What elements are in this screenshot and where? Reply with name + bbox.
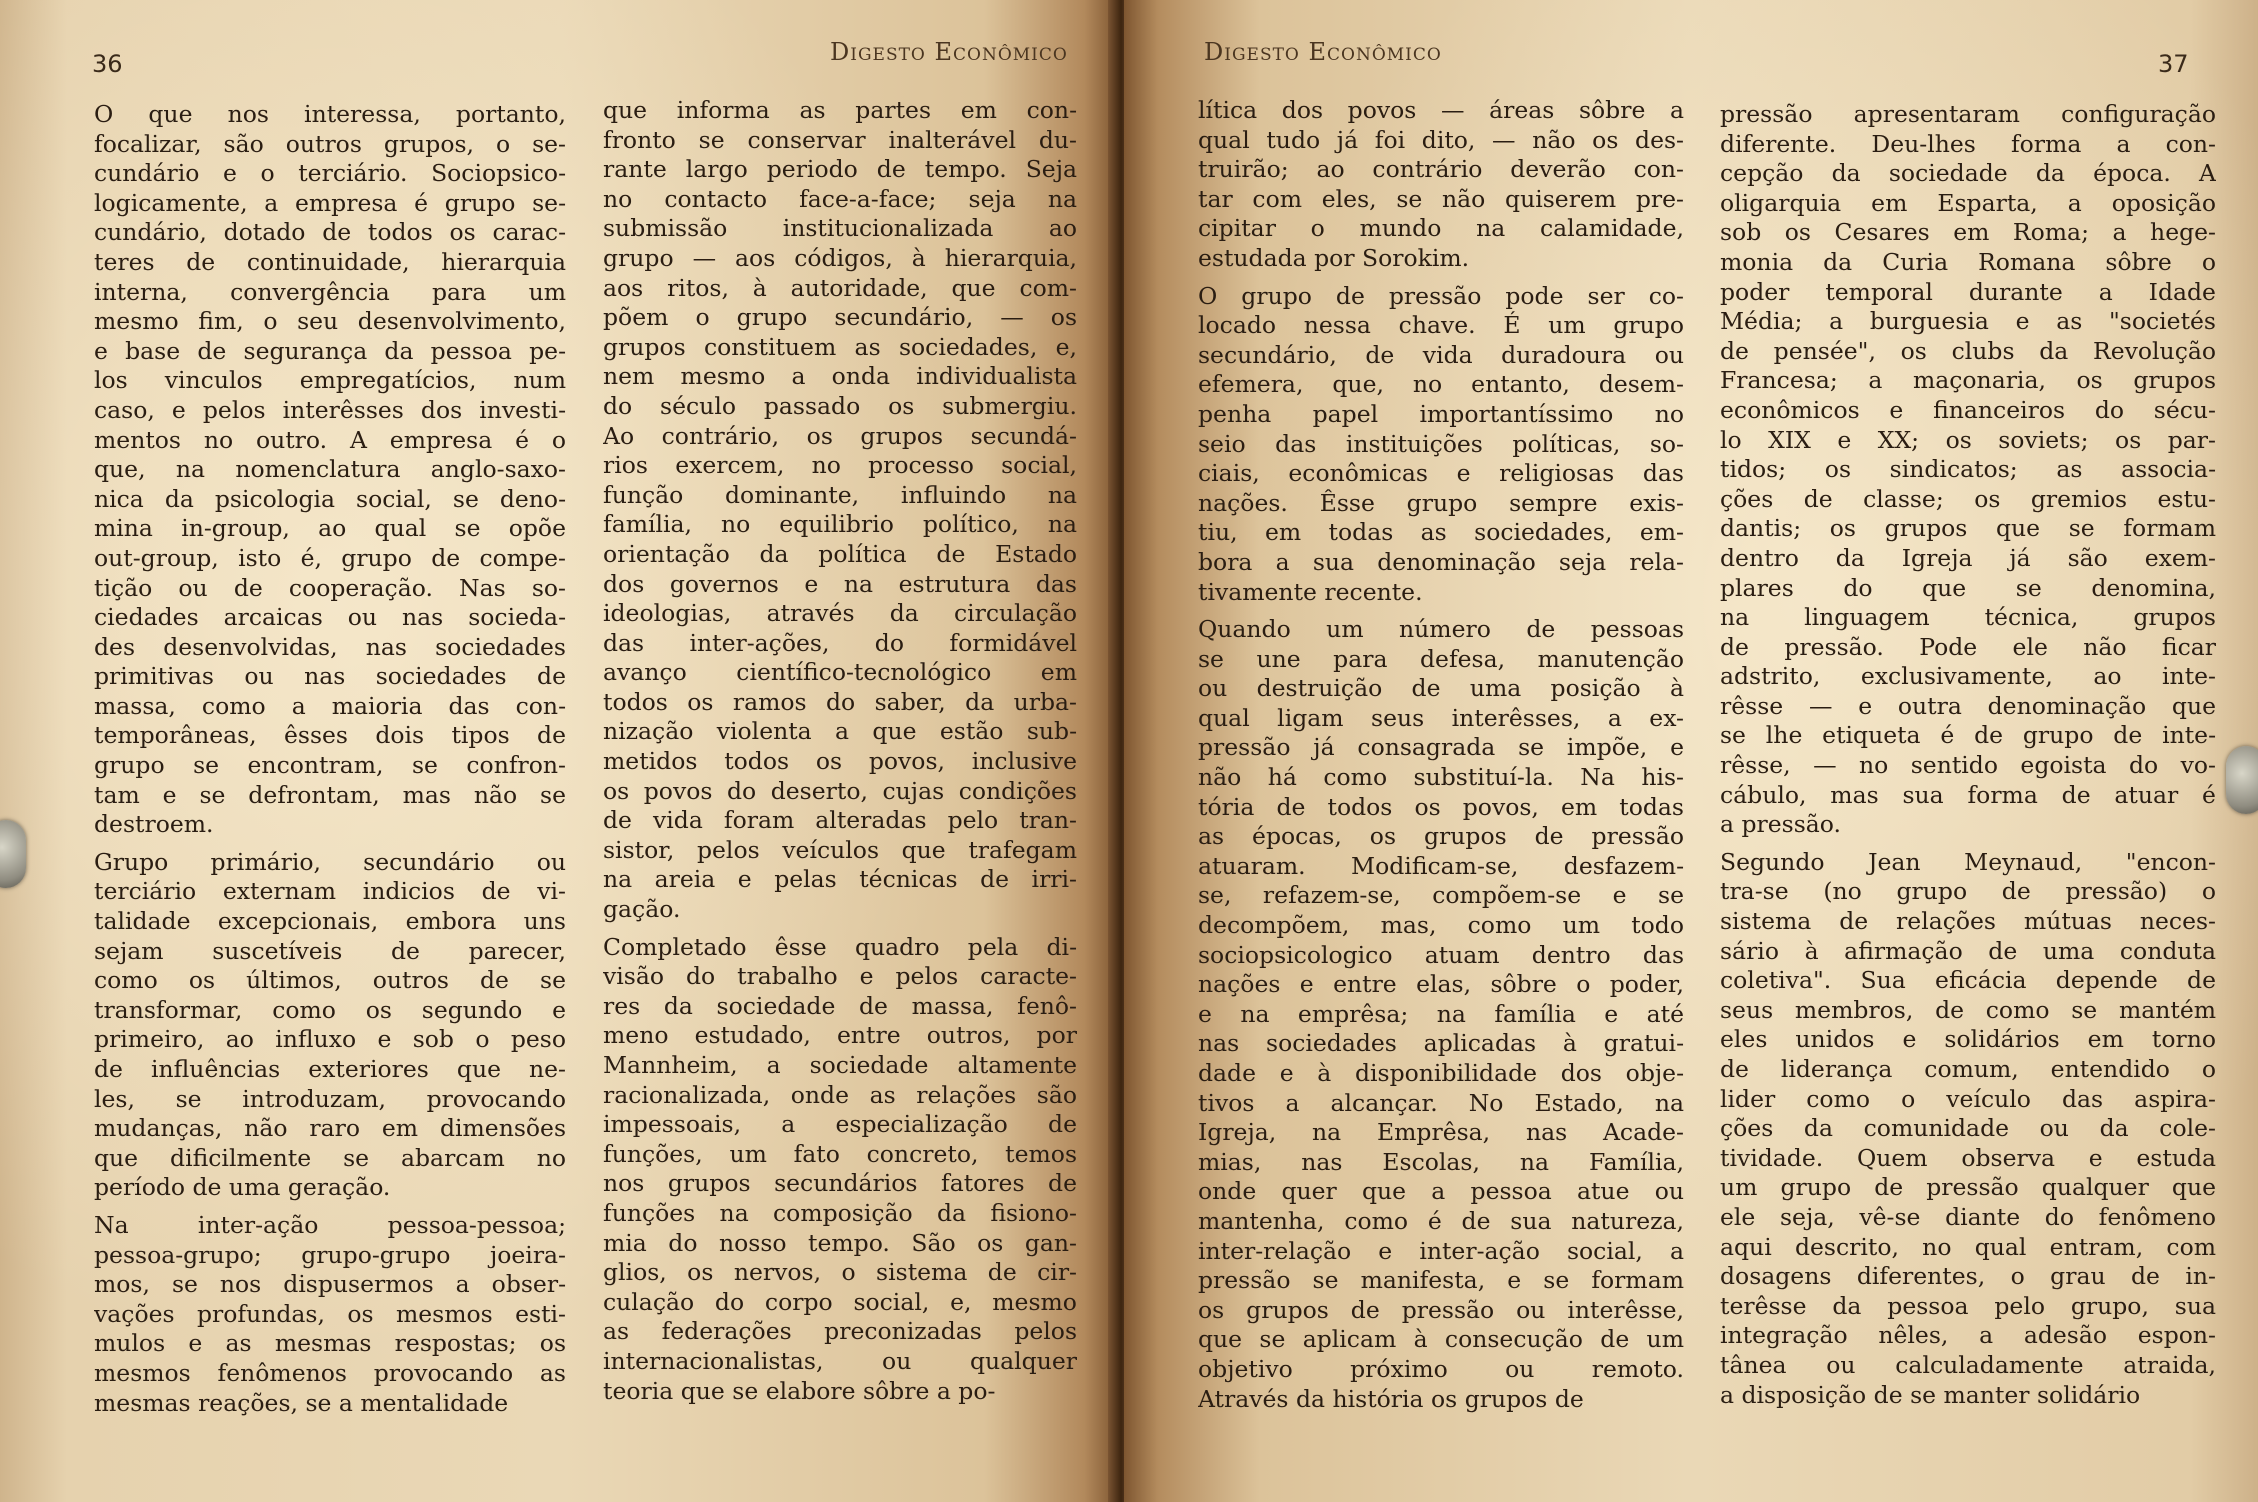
text-column-right-1 — [1198, 96, 1684, 1414]
text-line: mesmos fenômenos provocando as — [94, 1358, 566, 1387]
page-number: 37 — [2158, 50, 2189, 78]
text-line: econômicos e financeiros do sécu- — [1720, 395, 2216, 424]
text-line: sistema de relações mútuas neces- — [1720, 907, 2216, 936]
text-line: meno estudado, entre outros, por — [603, 1021, 1077, 1050]
text-line: que dificilmente se abarcam no — [94, 1143, 566, 1172]
text-line: grupos constituem as sociedades, e, — [603, 332, 1077, 361]
text-line: nações e entre elas, sôbre o poder, — [1198, 970, 1684, 999]
text-line: que informa as partes em con- — [603, 96, 1077, 124]
text-line: des desenvolvidas, nas sociedades — [94, 632, 566, 661]
text-line: Grupo primário, secundário ou — [94, 847, 566, 876]
text-line: cundário, dotado de todos os carac- — [94, 218, 566, 247]
text-line: do século passado os submergiu. — [603, 391, 1077, 420]
text-line: impessoais, a especialização de — [603, 1110, 1077, 1139]
text-line: mina in-group, ao qual se opõe — [94, 514, 566, 543]
text-line: rêsse — e outra denominação que — [1720, 691, 2216, 720]
text-line: dentro da Igreja já são exem- — [1720, 543, 2216, 572]
text-line: seio das instituições políticas, so- — [1198, 429, 1684, 458]
text-line: rante largo periodo de tempo. Seja — [603, 155, 1077, 184]
text-line: pressão apresentaram configuração — [1720, 100, 2216, 128]
text-line: cepção da sociedade da época. A — [1720, 159, 2216, 188]
text-line: tidos; os sindicatos; as associa- — [1720, 455, 2216, 484]
text-line: pressão já consagrada se impõe, e — [1198, 733, 1684, 762]
text-line: na areia e pelas técnicas de irri- — [603, 865, 1077, 894]
text-line: culação do corpo social, e, mesmo — [603, 1287, 1077, 1316]
text-line: poder temporal durante a Idade — [1720, 277, 2216, 306]
text-line: coletiva". Sua eficácia depende de — [1720, 966, 2216, 995]
text-line: funções na composição da fisiono- — [603, 1198, 1077, 1227]
text-line: gação. — [603, 895, 681, 924]
text-line: Ao contrário, os grupos secundá- — [603, 421, 1077, 450]
text-line: sistor, pelos veículos que trafegam — [603, 835, 1077, 864]
text-line: res da sociedade de massa, fenô- — [603, 991, 1077, 1020]
text-line: lítica dos povos — áreas sôbre a — [1198, 96, 1684, 124]
text-line: rêsse, — no sentido egoista do vo- — [1720, 751, 2216, 780]
running-head: Digesto Econômico — [830, 38, 1068, 66]
text-line: orientação da política de Estado — [603, 539, 1077, 568]
text-line: mesmas reações, se a mentalidade — [94, 1388, 509, 1417]
text-line: pressão se manifesta, e se formam — [1198, 1266, 1684, 1295]
text-line: los vinculos empregatícios, num — [94, 366, 566, 395]
text-line: ções da comunidade ou da cole- — [1720, 1114, 2216, 1143]
text-line: de influências exteriores que ne- — [94, 1055, 566, 1083]
text-line: ideologias, através da circulação — [603, 599, 1077, 628]
text-line: mia do nosso tempo. São os gan- — [603, 1228, 1077, 1257]
text-line: sob os Cesares em Roma; a hege- — [1720, 218, 2216, 247]
text-line: sejam suscetíveis de parecer, — [94, 936, 566, 965]
text-line: tição ou de cooperação. Nas so- — [94, 573, 566, 602]
text-line: na linguagem técnica, grupos — [1720, 603, 2216, 632]
text-line: eles unidos e solidários em torno — [1720, 1025, 2216, 1054]
text-line: mentos no outro. A empresa é o — [94, 425, 566, 454]
text-line: qual ligam seus interêsses, a ex- — [1198, 703, 1684, 732]
text-line: pessoa-grupo; grupo-grupo joeira- — [94, 1240, 566, 1269]
text-line: família, no equilibrio político, na — [603, 510, 1077, 539]
text-line: interna, convergência para um — [94, 277, 566, 306]
text-line: função dominante, influindo na — [603, 480, 1077, 509]
text-line: diferente. Deu-lhes forma a con- — [1720, 129, 2216, 158]
text-line: lider como o veículo das aspira- — [1720, 1084, 2216, 1113]
page-tab-marker — [0, 820, 26, 888]
text-line: Mannheim, a sociedade altamente — [603, 1051, 1077, 1079]
text-line: grupo se encontram, se confron- — [94, 751, 566, 780]
text-line: qual tudo já foi dito, — não os des- — [1198, 125, 1684, 154]
text-line: O que nos interessa, portanto, — [94, 100, 566, 128]
text-line: destroem. — [94, 810, 214, 839]
text-line: mantenha, como é de sua natureza, — [1198, 1206, 1684, 1235]
text-line: seus membros, de como se mantém — [1720, 995, 2216, 1024]
text-line — [603, 925, 1077, 933]
text-line: nica da psicologia social, se deno- — [94, 484, 566, 513]
text-line: ou destruição de uma posição à — [1198, 674, 1684, 703]
text-line: estudada por Sorokim. — [1198, 243, 1470, 272]
text-line: atuaram. Modificam-se, desfazem- — [1198, 851, 1684, 880]
text-line: cundário e o terciário. Sociopsico- — [94, 159, 566, 188]
text-line: como os últimos, outros de se — [94, 966, 566, 995]
text-line: tam e se defrontam, mas não se — [94, 780, 566, 809]
text-line: dantis; os grupos que se formam — [1720, 514, 2216, 543]
text-line: e base de segurança da pessoa pe- — [94, 336, 566, 365]
text-line: um grupo de pressão qualquer que — [1720, 1173, 2216, 1202]
text-line: racionalizada, onde as relações são — [603, 1080, 1077, 1109]
text-line: Na inter-ação pessoa-pessoa; — [94, 1210, 566, 1239]
text-line: internacionalistas, ou qualquer — [603, 1346, 1077, 1375]
text-line: ciais, econômicas e religiosas das — [1198, 459, 1684, 488]
text-line: oligarquia em Esparta, a oposição — [1720, 188, 2216, 217]
running-head: Digesto Econômico — [1204, 38, 1442, 66]
text-line: focalizar, são outros grupos, o se- — [94, 129, 566, 158]
text-line: que, na nomenclatura anglo-saxo- — [94, 455, 566, 484]
text-line: temporâneas, êsses dois tipos de — [94, 721, 566, 750]
text-line: a disposição de se manter solidário — [1720, 1380, 2141, 1409]
text-line: submissão institucionalizada ao — [603, 214, 1077, 243]
text-line: nas sociedades aplicadas à gratui- — [1198, 1029, 1684, 1058]
text-line: grupo — aos códigos, à hierarquia, — [603, 243, 1077, 272]
text-line: e na emprêsa; na família e até — [1198, 999, 1684, 1028]
text-line: monia da Curia Romana sôbre o — [1720, 247, 2216, 276]
text-line: Média; a burguesia e as "societés — [1720, 307, 2216, 336]
right-page — [1124, 0, 2258, 1502]
text-line: visão do trabalho e pelos caracte- — [603, 962, 1077, 991]
text-line: dosagens diferentes, o grau de in- — [1720, 1262, 2216, 1291]
text-line — [1198, 274, 1684, 282]
text-line: de liderança comum, entendido o — [1720, 1055, 2216, 1083]
text-line: rios exercem, no processo social, — [603, 451, 1077, 480]
text-line: tivamente recente. — [1198, 577, 1423, 606]
text-line: põem o grupo secundário, — os — [603, 303, 1077, 332]
text-line: dos governos e na estrutura das — [603, 569, 1077, 598]
text-line: Completado êsse quadro pela di- — [603, 932, 1077, 961]
text-line: ele seja, vê-se diante do fenômeno — [1720, 1202, 2216, 1231]
text-line: de vida foram alteradas pelo tran- — [603, 806, 1077, 835]
text-line: mesmo fim, o seu desenvolvimento, — [94, 307, 566, 336]
text-line: de pensée", os clubs da Revolução — [1720, 336, 2216, 365]
text-line: inter-relação e inter-ação social, a — [1198, 1236, 1684, 1265]
text-line: vações profundas, os mesmos esti- — [94, 1299, 566, 1328]
text-line: os grupos de pressão ou interêsse, — [1198, 1295, 1684, 1324]
text-line: terciário externam indicios de vi- — [94, 877, 566, 906]
text-line: logicamente, a empresa é grupo se- — [94, 188, 566, 217]
text-line: efemera, que, no entanto, desem- — [1198, 370, 1684, 399]
text-line — [94, 1203, 566, 1211]
text-line: mos, se nos dispusermos a obser- — [94, 1270, 566, 1299]
text-line: glios, os nervos, o sistema de cir- — [603, 1258, 1077, 1287]
text-line: não há como substituí-la. Na his- — [1198, 763, 1684, 792]
text-line: cábulo, mas sua forma de atuar é — [1720, 780, 2216, 809]
text-line: os povos do deserto, cujas condições — [603, 776, 1077, 805]
text-line: das inter-ações, do formidável — [603, 628, 1077, 657]
text-line: se, refazem-se, compõem-se e se — [1198, 881, 1684, 910]
text-column-left-2 — [603, 96, 1077, 1406]
text-line: tividade. Quem observa e estuda — [1720, 1143, 2216, 1172]
text-line: as federações preconizadas pelos — [603, 1317, 1077, 1346]
text-line: adstrito, exclusivamente, ao inte- — [1720, 662, 2216, 691]
text-line: tória de todos os povos, em todas — [1198, 792, 1684, 821]
text-column-right-2 — [1720, 100, 2216, 1410]
text-line: tivos a alcançar. No Estado, na — [1198, 1088, 1684, 1117]
text-line: out-group, isto é, grupo de compe- — [94, 543, 566, 572]
text-line — [1198, 607, 1684, 615]
text-line: nos grupos secundários fatores de — [603, 1169, 1077, 1198]
text-line: a pressão. — [1720, 810, 1841, 839]
text-line: Segundo Jean Meynaud, "encon- — [1720, 847, 2216, 876]
text-line: metidos todos os povos, inclusive — [603, 747, 1077, 776]
text-line: bora a sua denominação seja rela- — [1198, 547, 1684, 576]
text-line: tar com eles, se não quiserem pre- — [1198, 184, 1684, 213]
text-line: funções, um fato concreto, temos — [603, 1139, 1077, 1168]
text-line: teoria que se elabore sôbre a po- — [603, 1376, 996, 1405]
text-line — [1720, 840, 2216, 848]
text-line: aqui descrito, no qual entram, com — [1720, 1232, 2216, 1261]
text-line: onde quer que a pessoa atue ou — [1198, 1177, 1684, 1206]
text-line: O grupo de pressão pode ser co- — [1198, 281, 1684, 310]
text-line: que se aplicam à consecução de um — [1198, 1325, 1684, 1354]
text-line: sário à afirmação de uma conduta — [1720, 936, 2216, 965]
text-line: massa, como a maioria das con- — [94, 691, 566, 720]
text-line: penha papel importantíssimo no — [1198, 399, 1684, 428]
text-line: Igreja, na Emprêsa, nas Acade- — [1198, 1118, 1684, 1147]
text-line: período de uma geração. — [94, 1173, 391, 1202]
text-line: Através da história os grupos de — [1198, 1384, 1584, 1413]
text-line: nações. Êsse grupo sempre exis- — [1198, 488, 1684, 517]
page-tab-marker — [2226, 746, 2258, 814]
text-line: caso, e pelos interêsses dos investi- — [94, 395, 566, 424]
text-line: primeiro, ao influxo e sob o peso — [94, 1025, 566, 1054]
text-line: talidade excepcionais, embora uns — [94, 907, 566, 936]
page-number: 36 — [92, 50, 123, 78]
text-line: plares do que se denomina, — [1720, 573, 2216, 602]
left-page — [0, 0, 1118, 1502]
text-line: de pressão. Pode ele não ficar — [1720, 632, 2216, 661]
text-line: mias, nas Escolas, na Família, — [1198, 1147, 1684, 1176]
text-line: fronto se conservar inalterável du- — [603, 125, 1077, 154]
text-line: mulos e as mesmas respostas; os — [94, 1329, 566, 1358]
text-line: tânea ou calculadamente atraida, — [1720, 1350, 2216, 1379]
text-line: objetivo próximo ou remoto. — [1198, 1354, 1684, 1383]
text-column-left-1 — [94, 100, 566, 1418]
text-line: se lhe etiqueta é de grupo de inte- — [1720, 721, 2216, 750]
text-line: primitivas ou nas sociedades de — [94, 662, 566, 691]
text-line: ciedades arcaicas ou nas socieda- — [94, 603, 566, 632]
text-line — [94, 840, 566, 848]
text-line: truirão; ao contrário deverão con- — [1198, 155, 1684, 184]
text-line: cipitar o mundo na calamidade, — [1198, 214, 1684, 243]
text-line: tra-se (no grupo de pressão) o — [1720, 877, 2216, 906]
text-line: locado nessa chave. É um grupo — [1198, 311, 1684, 340]
text-line: decompõem, mas, como um todo — [1198, 911, 1684, 940]
text-line: ções de classe; os gremios estu- — [1720, 484, 2216, 513]
text-line: nem mesmo a onda individualista — [603, 362, 1077, 391]
text-line: no contacto face-a-face; seja na — [603, 184, 1077, 213]
text-line: avanço científico-tecnológico em — [603, 658, 1077, 687]
text-line: tiu, em todas as sociedades, em- — [1198, 518, 1684, 547]
text-line: les, se introduzam, provocando — [94, 1084, 566, 1113]
text-line: integração nêles, a adesão espon- — [1720, 1321, 2216, 1350]
text-line: as épocas, os grupos de pressão — [1198, 822, 1684, 851]
text-line: transformar, como os segundo e — [94, 995, 566, 1024]
text-line: dade e à disponibilidade dos obje- — [1198, 1059, 1684, 1087]
text-line: lo XIX e XX; os soviets; os par- — [1720, 425, 2216, 454]
text-line: nização violenta a que estão sub- — [603, 717, 1077, 746]
text-line: terêsse da pessoa pelo grupo, sua — [1720, 1291, 2216, 1320]
text-line: aos ritos, à autoridade, que com- — [603, 273, 1077, 302]
text-line: todos os ramos do saber, da urba- — [603, 687, 1077, 716]
text-line: mudanças, não raro em dimensões — [94, 1114, 566, 1143]
text-line: secundário, de vida duradoura ou — [1198, 340, 1684, 369]
text-line: Quando um número de pessoas — [1198, 615, 1684, 644]
text-line: sociopsicologico atuam dentro das — [1198, 940, 1684, 969]
text-line: teres de continuidade, hierarquia — [94, 247, 566, 276]
text-line: Francesa; a maçonaria, os grupos — [1720, 366, 2216, 395]
text-line: se une para defesa, manutenção — [1198, 644, 1684, 673]
